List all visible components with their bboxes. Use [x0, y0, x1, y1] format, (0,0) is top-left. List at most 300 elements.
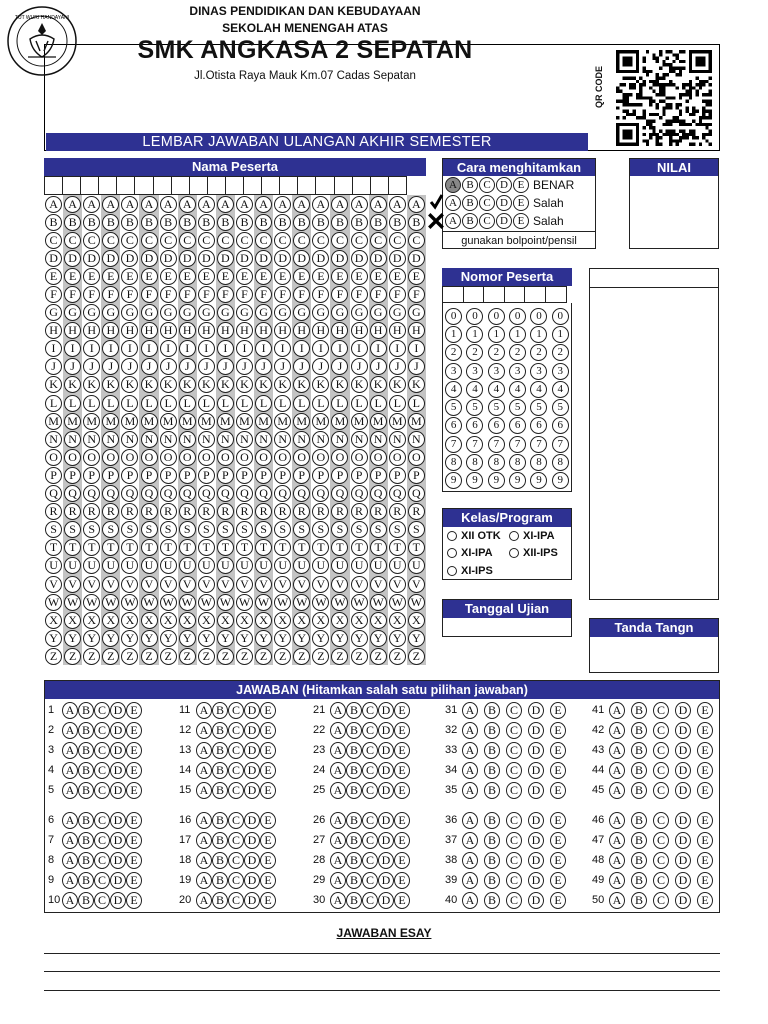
- name-bubble[interactable]: B: [141, 214, 158, 231]
- answer-bubble[interactable]: B: [346, 782, 362, 799]
- name-bubble[interactable]: E: [236, 268, 253, 285]
- name-bubble[interactable]: X: [179, 612, 196, 629]
- answer-bubble[interactable]: C: [228, 832, 244, 849]
- name-bubble[interactable]: A: [255, 196, 272, 213]
- name-bubble[interactable]: S: [370, 521, 387, 538]
- name-bubble[interactable]: A: [45, 196, 62, 213]
- name-bubble[interactable]: H: [351, 322, 368, 339]
- name-bubble[interactable]: V: [236, 576, 253, 593]
- name-bubble[interactable]: W: [293, 594, 310, 611]
- answer-bubble[interactable]: B: [212, 852, 228, 869]
- answer-bubble[interactable]: C: [228, 702, 244, 719]
- name-bubble[interactable]: Z: [293, 648, 310, 665]
- answer-bubble[interactable]: E: [394, 832, 410, 849]
- answer-bubble[interactable]: A: [609, 762, 625, 779]
- name-bubble[interactable]: C: [255, 232, 272, 249]
- name-bubble[interactable]: J: [389, 358, 406, 375]
- name-bubble[interactable]: N: [160, 431, 177, 448]
- answer-bubble[interactable]: D: [675, 702, 691, 719]
- name-bubble[interactable]: Y: [274, 630, 291, 647]
- name-bubble[interactable]: I: [408, 340, 425, 357]
- name-write-cell[interactable]: [315, 176, 334, 195]
- name-bubble[interactable]: L: [331, 395, 348, 412]
- answer-bubble[interactable]: B: [212, 762, 228, 779]
- name-bubble[interactable]: L: [312, 395, 329, 412]
- name-bubble[interactable]: B: [83, 214, 100, 231]
- name-bubble[interactable]: Q: [274, 485, 291, 502]
- name-bubble[interactable]: O: [331, 449, 348, 466]
- name-bubble[interactable]: P: [64, 467, 81, 484]
- name-bubble[interactable]: D: [83, 250, 100, 267]
- name-bubble[interactable]: S: [408, 521, 425, 538]
- name-bubble[interactable]: I: [102, 340, 119, 357]
- name-bubble[interactable]: Z: [198, 648, 215, 665]
- answer-bubble[interactable]: A: [62, 812, 78, 829]
- answer-bubble[interactable]: A: [62, 702, 78, 719]
- name-bubble[interactable]: K: [102, 376, 119, 393]
- name-bubble[interactable]: X: [198, 612, 215, 629]
- answer-bubble[interactable]: A: [462, 782, 478, 799]
- name-bubble[interactable]: A: [236, 196, 253, 213]
- name-bubble[interactable]: A: [102, 196, 119, 213]
- answer-bubble[interactable]: D: [244, 742, 260, 759]
- nomor-bubble[interactable]: 8: [445, 454, 462, 471]
- name-bubble[interactable]: V: [102, 576, 119, 593]
- answer-bubble[interactable]: E: [550, 762, 566, 779]
- answer-bubble[interactable]: A: [609, 722, 625, 739]
- nomor-write-cell[interactable]: [483, 286, 505, 303]
- name-bubble[interactable]: G: [102, 304, 119, 321]
- name-bubble[interactable]: T: [179, 539, 196, 556]
- name-write-cell[interactable]: [171, 176, 190, 195]
- name-bubble[interactable]: U: [274, 557, 291, 574]
- answer-bubble[interactable]: C: [94, 812, 110, 829]
- name-bubble[interactable]: I: [331, 340, 348, 357]
- name-bubble[interactable]: Z: [217, 648, 234, 665]
- answer-bubble[interactable]: B: [484, 742, 500, 759]
- name-bubble[interactable]: Z: [255, 648, 272, 665]
- name-bubble[interactable]: W: [102, 594, 119, 611]
- name-bubble[interactable]: C: [274, 232, 291, 249]
- answer-bubble[interactable]: E: [260, 832, 276, 849]
- name-bubble[interactable]: C: [236, 232, 253, 249]
- nomor-bubble[interactable]: 4: [552, 381, 569, 398]
- name-bubble[interactable]: O: [236, 449, 253, 466]
- name-bubble[interactable]: F: [312, 286, 329, 303]
- name-bubble[interactable]: A: [351, 196, 368, 213]
- nomor-bubble[interactable]: 0: [530, 308, 547, 325]
- name-bubble[interactable]: O: [102, 449, 119, 466]
- name-bubble[interactable]: U: [389, 557, 406, 574]
- name-bubble[interactable]: A: [217, 196, 234, 213]
- name-bubble[interactable]: C: [312, 232, 329, 249]
- name-bubble[interactable]: Q: [312, 485, 329, 502]
- name-bubble[interactable]: K: [83, 376, 100, 393]
- name-bubble[interactable]: M: [274, 413, 291, 430]
- name-bubble[interactable]: Z: [351, 648, 368, 665]
- name-bubble[interactable]: F: [141, 286, 158, 303]
- answer-bubble[interactable]: B: [631, 852, 647, 869]
- name-bubble[interactable]: M: [370, 413, 387, 430]
- name-bubble[interactable]: C: [198, 232, 215, 249]
- name-bubble[interactable]: O: [370, 449, 387, 466]
- answer-bubble[interactable]: B: [484, 812, 500, 829]
- answer-bubble[interactable]: B: [78, 812, 94, 829]
- name-bubble[interactable]: X: [370, 612, 387, 629]
- name-bubble[interactable]: W: [274, 594, 291, 611]
- name-bubble[interactable]: C: [293, 232, 310, 249]
- answer-bubble[interactable]: A: [609, 742, 625, 759]
- name-bubble[interactable]: U: [141, 557, 158, 574]
- name-bubble[interactable]: I: [293, 340, 310, 357]
- answer-bubble[interactable]: C: [362, 832, 378, 849]
- name-bubble[interactable]: M: [217, 413, 234, 430]
- answer-bubble[interactable]: C: [506, 782, 522, 799]
- name-write-cell[interactable]: [388, 176, 407, 195]
- name-bubble[interactable]: P: [408, 467, 425, 484]
- nomor-bubble[interactable]: 2: [552, 344, 569, 361]
- answer-bubble[interactable]: D: [244, 782, 260, 799]
- answer-bubble[interactable]: C: [506, 742, 522, 759]
- name-bubble[interactable]: K: [312, 376, 329, 393]
- nomor-bubble[interactable]: 8: [530, 454, 547, 471]
- name-bubble[interactable]: M: [293, 413, 310, 430]
- answer-bubble[interactable]: D: [110, 742, 126, 759]
- answer-bubble[interactable]: C: [506, 702, 522, 719]
- name-bubble[interactable]: G: [141, 304, 158, 321]
- name-bubble[interactable]: Q: [293, 485, 310, 502]
- name-bubble[interactable]: H: [83, 322, 100, 339]
- tanda-tangan-box[interactable]: [589, 618, 719, 673]
- answer-bubble[interactable]: A: [462, 832, 478, 849]
- name-bubble[interactable]: Q: [83, 485, 100, 502]
- name-write-cell[interactable]: [44, 176, 63, 195]
- answer-bubble[interactable]: A: [330, 832, 346, 849]
- name-bubble[interactable]: T: [408, 539, 425, 556]
- name-bubble[interactable]: G: [45, 304, 62, 321]
- name-bubble[interactable]: B: [331, 214, 348, 231]
- name-bubble[interactable]: O: [274, 449, 291, 466]
- name-bubble[interactable]: X: [293, 612, 310, 629]
- name-bubble[interactable]: D: [45, 250, 62, 267]
- name-bubble[interactable]: Q: [331, 485, 348, 502]
- answer-bubble[interactable]: D: [675, 722, 691, 739]
- nomor-write-cell[interactable]: [504, 286, 526, 303]
- name-bubble[interactable]: F: [83, 286, 100, 303]
- answer-bubble[interactable]: D: [675, 872, 691, 889]
- name-write-cell[interactable]: [279, 176, 298, 195]
- name-bubble[interactable]: D: [370, 250, 387, 267]
- name-bubble[interactable]: Y: [255, 630, 272, 647]
- name-bubble[interactable]: D: [351, 250, 368, 267]
- name-bubble[interactable]: A: [331, 196, 348, 213]
- name-bubble[interactable]: Z: [312, 648, 329, 665]
- answer-bubble[interactable]: D: [378, 742, 394, 759]
- name-bubble[interactable]: J: [141, 358, 158, 375]
- name-bubble[interactable]: J: [160, 358, 177, 375]
- name-write-cell[interactable]: [243, 176, 262, 195]
- answer-bubble[interactable]: E: [126, 892, 142, 909]
- name-bubble[interactable]: X: [102, 612, 119, 629]
- name-bubble[interactable]: P: [198, 467, 215, 484]
- name-bubble[interactable]: H: [45, 322, 62, 339]
- answer-bubble[interactable]: E: [394, 852, 410, 869]
- name-bubble[interactable]: M: [179, 413, 196, 430]
- answer-bubble[interactable]: D: [675, 762, 691, 779]
- name-bubble[interactable]: Y: [45, 630, 62, 647]
- name-bubble[interactable]: S: [64, 521, 81, 538]
- answer-bubble[interactable]: C: [94, 782, 110, 799]
- nomor-bubble[interactable]: 9: [552, 472, 569, 489]
- answer-bubble[interactable]: D: [528, 812, 544, 829]
- name-bubble[interactable]: P: [293, 467, 310, 484]
- nomor-bubble[interactable]: 1: [445, 326, 462, 343]
- name-bubble[interactable]: E: [274, 268, 291, 285]
- name-bubble[interactable]: O: [255, 449, 272, 466]
- name-bubble[interactable]: X: [45, 612, 62, 629]
- name-bubble[interactable]: N: [293, 431, 310, 448]
- name-bubble[interactable]: B: [102, 214, 119, 231]
- name-bubble[interactable]: J: [217, 358, 234, 375]
- answer-bubble[interactable]: D: [675, 852, 691, 869]
- nomor-bubble[interactable]: 5: [445, 399, 462, 416]
- tanggal-ujian-box[interactable]: [442, 599, 572, 637]
- name-bubble[interactable]: P: [121, 467, 138, 484]
- name-bubble[interactable]: S: [236, 521, 253, 538]
- name-bubble[interactable]: B: [198, 214, 215, 231]
- answer-bubble[interactable]: D: [244, 702, 260, 719]
- name-bubble[interactable]: R: [236, 503, 253, 520]
- essay-line[interactable]: [44, 990, 720, 991]
- answer-bubble[interactable]: A: [462, 762, 478, 779]
- answer-bubble[interactable]: B: [346, 702, 362, 719]
- name-bubble[interactable]: C: [141, 232, 158, 249]
- name-bubble[interactable]: C: [102, 232, 119, 249]
- answer-bubble[interactable]: E: [550, 852, 566, 869]
- answer-bubble[interactable]: B: [78, 762, 94, 779]
- answer-bubble[interactable]: A: [330, 852, 346, 869]
- nomor-bubble[interactable]: 9: [488, 472, 505, 489]
- name-bubble[interactable]: C: [121, 232, 138, 249]
- name-bubble[interactable]: R: [312, 503, 329, 520]
- name-bubble[interactable]: B: [179, 214, 196, 231]
- name-bubble[interactable]: B: [274, 214, 291, 231]
- name-bubble[interactable]: U: [255, 557, 272, 574]
- name-bubble[interactable]: F: [389, 286, 406, 303]
- name-write-cell[interactable]: [116, 176, 135, 195]
- answer-bubble[interactable]: D: [528, 762, 544, 779]
- name-bubble[interactable]: K: [331, 376, 348, 393]
- answer-bubble[interactable]: E: [260, 782, 276, 799]
- name-bubble[interactable]: N: [312, 431, 329, 448]
- name-bubble[interactable]: R: [408, 503, 425, 520]
- name-bubble[interactable]: T: [217, 539, 234, 556]
- name-bubble[interactable]: J: [293, 358, 310, 375]
- name-bubble[interactable]: R: [121, 503, 138, 520]
- name-bubble[interactable]: J: [45, 358, 62, 375]
- answer-bubble[interactable]: A: [62, 782, 78, 799]
- answer-bubble[interactable]: E: [550, 722, 566, 739]
- name-bubble[interactable]: H: [312, 322, 329, 339]
- name-bubble[interactable]: D: [312, 250, 329, 267]
- name-bubble[interactable]: S: [351, 521, 368, 538]
- name-bubble[interactable]: T: [198, 539, 215, 556]
- name-bubble[interactable]: X: [351, 612, 368, 629]
- name-bubble[interactable]: P: [255, 467, 272, 484]
- nomor-bubble[interactable]: 0: [509, 308, 526, 325]
- answer-bubble[interactable]: E: [394, 702, 410, 719]
- name-bubble[interactable]: F: [255, 286, 272, 303]
- nomor-bubble[interactable]: 0: [552, 308, 569, 325]
- name-bubble[interactable]: L: [389, 395, 406, 412]
- answer-bubble[interactable]: E: [550, 782, 566, 799]
- name-bubble[interactable]: E: [217, 268, 234, 285]
- name-bubble[interactable]: F: [370, 286, 387, 303]
- name-bubble[interactable]: M: [64, 413, 81, 430]
- name-bubble[interactable]: E: [331, 268, 348, 285]
- name-bubble[interactable]: V: [160, 576, 177, 593]
- name-bubble[interactable]: E: [64, 268, 81, 285]
- answer-bubble[interactable]: C: [506, 872, 522, 889]
- name-bubble[interactable]: U: [179, 557, 196, 574]
- answer-bubble[interactable]: C: [653, 812, 669, 829]
- name-bubble[interactable]: T: [331, 539, 348, 556]
- name-bubble[interactable]: B: [293, 214, 310, 231]
- name-bubble[interactable]: L: [179, 395, 196, 412]
- answer-bubble[interactable]: D: [378, 702, 394, 719]
- name-bubble[interactable]: G: [293, 304, 310, 321]
- name-bubble[interactable]: F: [179, 286, 196, 303]
- name-bubble[interactable]: H: [293, 322, 310, 339]
- nomor-bubble[interactable]: 4: [466, 381, 483, 398]
- name-bubble[interactable]: U: [45, 557, 62, 574]
- answer-bubble[interactable]: D: [675, 812, 691, 829]
- name-write-cell[interactable]: [207, 176, 226, 195]
- name-bubble[interactable]: E: [83, 268, 100, 285]
- answer-bubble[interactable]: C: [653, 762, 669, 779]
- answer-bubble[interactable]: B: [78, 832, 94, 849]
- name-bubble[interactable]: J: [198, 358, 215, 375]
- name-bubble[interactable]: I: [160, 340, 177, 357]
- name-bubble[interactable]: B: [389, 214, 406, 231]
- nomor-bubble[interactable]: 4: [488, 381, 505, 398]
- answer-bubble[interactable]: E: [697, 702, 713, 719]
- name-bubble[interactable]: Y: [236, 630, 253, 647]
- name-bubble[interactable]: W: [141, 594, 158, 611]
- name-bubble[interactable]: X: [121, 612, 138, 629]
- name-bubble[interactable]: R: [45, 503, 62, 520]
- name-bubble[interactable]: O: [121, 449, 138, 466]
- name-bubble[interactable]: N: [351, 431, 368, 448]
- answer-bubble[interactable]: C: [506, 812, 522, 829]
- name-bubble[interactable]: L: [198, 395, 215, 412]
- nomor-bubble[interactable]: 9: [466, 472, 483, 489]
- name-bubble[interactable]: O: [389, 449, 406, 466]
- answer-bubble[interactable]: C: [228, 852, 244, 869]
- answer-bubble[interactable]: B: [346, 762, 362, 779]
- answer-bubble[interactable]: D: [528, 702, 544, 719]
- nomor-bubble[interactable]: 3: [530, 363, 547, 380]
- answer-bubble[interactable]: A: [609, 852, 625, 869]
- answer-bubble[interactable]: E: [260, 812, 276, 829]
- name-bubble[interactable]: M: [45, 413, 62, 430]
- answer-bubble[interactable]: B: [484, 832, 500, 849]
- answer-bubble[interactable]: D: [110, 702, 126, 719]
- name-bubble[interactable]: T: [160, 539, 177, 556]
- answer-bubble[interactable]: D: [675, 742, 691, 759]
- name-bubble[interactable]: F: [408, 286, 425, 303]
- kelas-option-xii-otk[interactable]: XII OTK: [447, 530, 501, 542]
- nomor-bubble[interactable]: 7: [445, 436, 462, 453]
- name-bubble[interactable]: H: [160, 322, 177, 339]
- name-bubble[interactable]: Z: [121, 648, 138, 665]
- nomor-bubble[interactable]: 1: [488, 326, 505, 343]
- name-bubble[interactable]: C: [389, 232, 406, 249]
- nomor-bubble[interactable]: 1: [509, 326, 526, 343]
- answer-bubble[interactable]: B: [212, 812, 228, 829]
- answer-bubble[interactable]: D: [378, 872, 394, 889]
- name-bubble[interactable]: S: [389, 521, 406, 538]
- nomor-bubble[interactable]: 6: [445, 417, 462, 434]
- name-bubble[interactable]: E: [293, 268, 310, 285]
- nomor-bubble[interactable]: 6: [552, 417, 569, 434]
- name-bubble[interactable]: Y: [389, 630, 406, 647]
- name-bubble[interactable]: Q: [236, 485, 253, 502]
- nomor-bubble[interactable]: 4: [530, 381, 547, 398]
- answer-bubble[interactable]: C: [228, 892, 244, 909]
- name-bubble[interactable]: W: [83, 594, 100, 611]
- name-bubble[interactable]: D: [160, 250, 177, 267]
- name-bubble[interactable]: P: [351, 467, 368, 484]
- name-bubble[interactable]: S: [293, 521, 310, 538]
- name-bubble[interactable]: P: [236, 467, 253, 484]
- name-bubble[interactable]: C: [408, 232, 425, 249]
- name-bubble[interactable]: T: [141, 539, 158, 556]
- name-bubble[interactable]: Q: [160, 485, 177, 502]
- name-bubble[interactable]: D: [141, 250, 158, 267]
- answer-bubble[interactable]: A: [196, 892, 212, 909]
- name-bubble[interactable]: W: [198, 594, 215, 611]
- answer-bubble[interactable]: C: [653, 892, 669, 909]
- name-bubble[interactable]: M: [160, 413, 177, 430]
- nilai-box[interactable]: [629, 158, 719, 249]
- answer-bubble[interactable]: A: [330, 782, 346, 799]
- nomor-bubble[interactable]: 5: [488, 399, 505, 416]
- name-bubble[interactable]: E: [389, 268, 406, 285]
- name-bubble[interactable]: A: [198, 196, 215, 213]
- name-bubble[interactable]: S: [179, 521, 196, 538]
- name-bubble[interactable]: A: [370, 196, 387, 213]
- name-bubble[interactable]: G: [121, 304, 138, 321]
- name-bubble[interactable]: J: [351, 358, 368, 375]
- answer-bubble[interactable]: A: [330, 702, 346, 719]
- name-bubble[interactable]: P: [45, 467, 62, 484]
- name-bubble[interactable]: R: [389, 503, 406, 520]
- name-bubble[interactable]: P: [389, 467, 406, 484]
- name-bubble[interactable]: Q: [45, 485, 62, 502]
- name-bubble[interactable]: L: [351, 395, 368, 412]
- answer-bubble[interactable]: A: [62, 872, 78, 889]
- name-bubble[interactable]: O: [141, 449, 158, 466]
- name-bubble[interactable]: M: [351, 413, 368, 430]
- name-bubble[interactable]: D: [293, 250, 310, 267]
- name-bubble[interactable]: X: [408, 612, 425, 629]
- answer-bubble[interactable]: C: [362, 742, 378, 759]
- name-bubble[interactable]: T: [121, 539, 138, 556]
- nomor-bubble[interactable]: 3: [445, 363, 462, 380]
- answer-bubble[interactable]: C: [506, 852, 522, 869]
- nomor-bubble[interactable]: 7: [552, 436, 569, 453]
